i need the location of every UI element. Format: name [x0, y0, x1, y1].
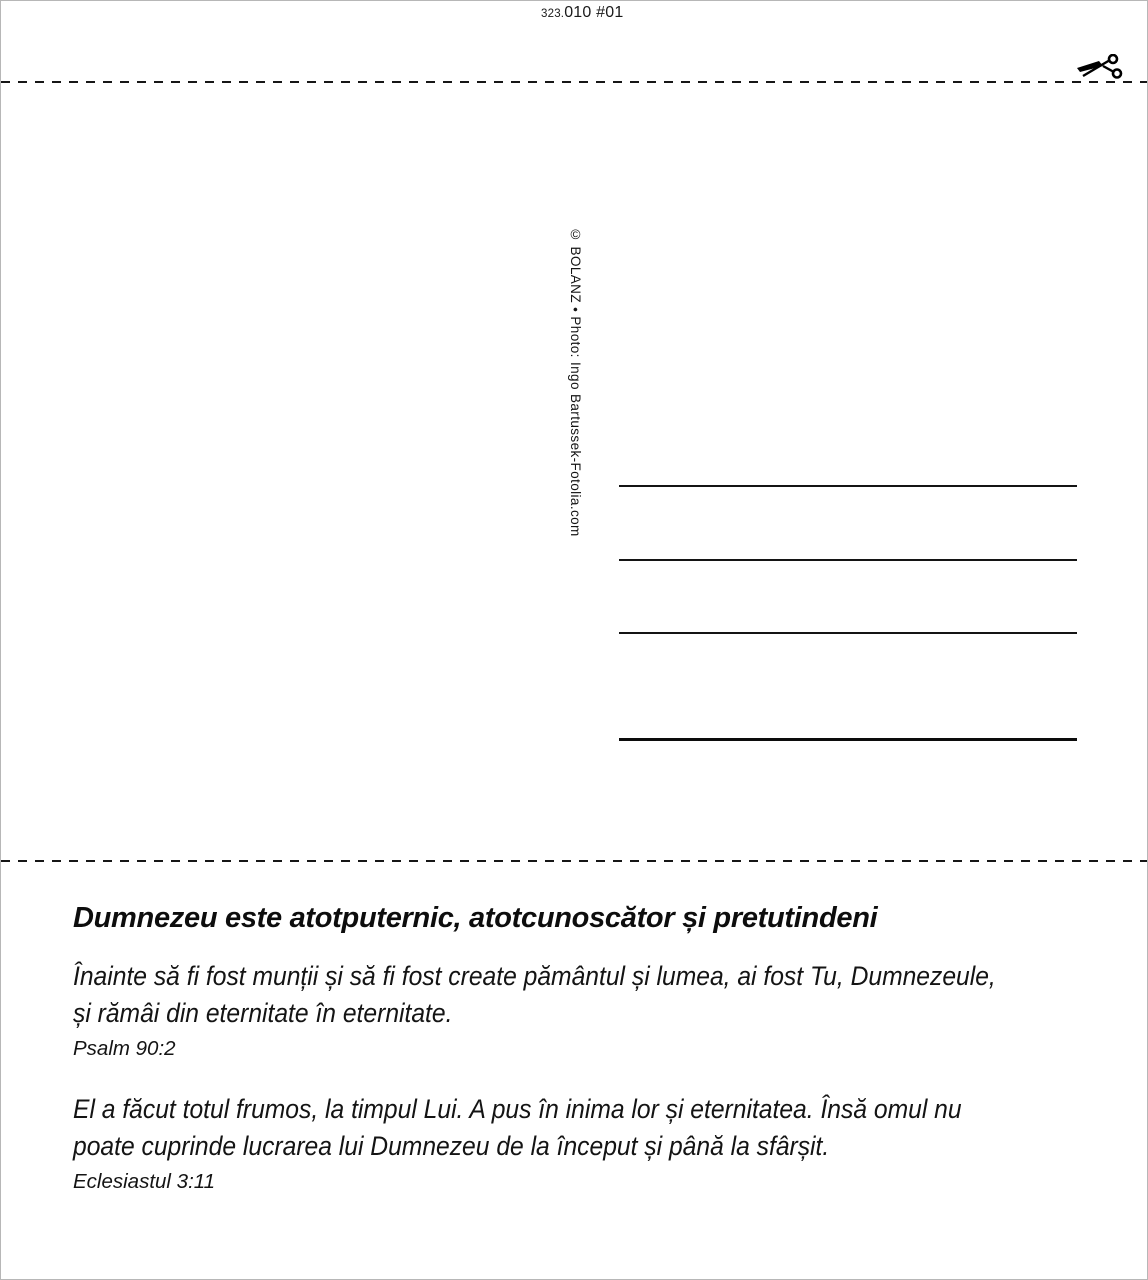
quote-line: și rămâi din eternitate în eternitate.	[73, 998, 453, 1028]
address-line	[619, 738, 1077, 741]
cut-line-bottom	[1, 860, 1147, 862]
message-heading: Dumnezeu este atotputernic, atotcunoscător și pretutindeni	[73, 902, 878, 934]
scissors-icon	[1077, 54, 1123, 80]
quote-reference: Psalm 90:2	[73, 1037, 176, 1060]
product-code	[541, 4, 623, 22]
cut-line-top	[1, 81, 1147, 83]
address-line	[619, 559, 1077, 561]
scripture-quote	[73, 1091, 1028, 1195]
address-line	[619, 485, 1077, 487]
address-line	[619, 632, 1077, 634]
quote-reference: Eclesiastul 3:11	[73, 1170, 216, 1193]
product-code-prefix: 323.	[541, 8, 565, 20]
quote-line: Înainte să fi fost munții și să fi fost create pământul și lumea, ai fost Tu, Dumnezeule,	[73, 961, 996, 991]
scripture-quote	[73, 958, 1065, 1062]
quote-line: El a făcut totul frumos, la timpul Lui. A pus în inima lor și eternitatea. Însă omul nu	[73, 1094, 962, 1124]
quote-line: poate cuprinde lucrarea lui Dumnezeu de la început și până la sfârșit.	[73, 1131, 830, 1161]
photo-credit: © BOLANZ • Photo: Ingo Bartussek-Fotolia.com	[568, 227, 583, 537]
product-code-number: 010 #01	[564, 4, 624, 21]
